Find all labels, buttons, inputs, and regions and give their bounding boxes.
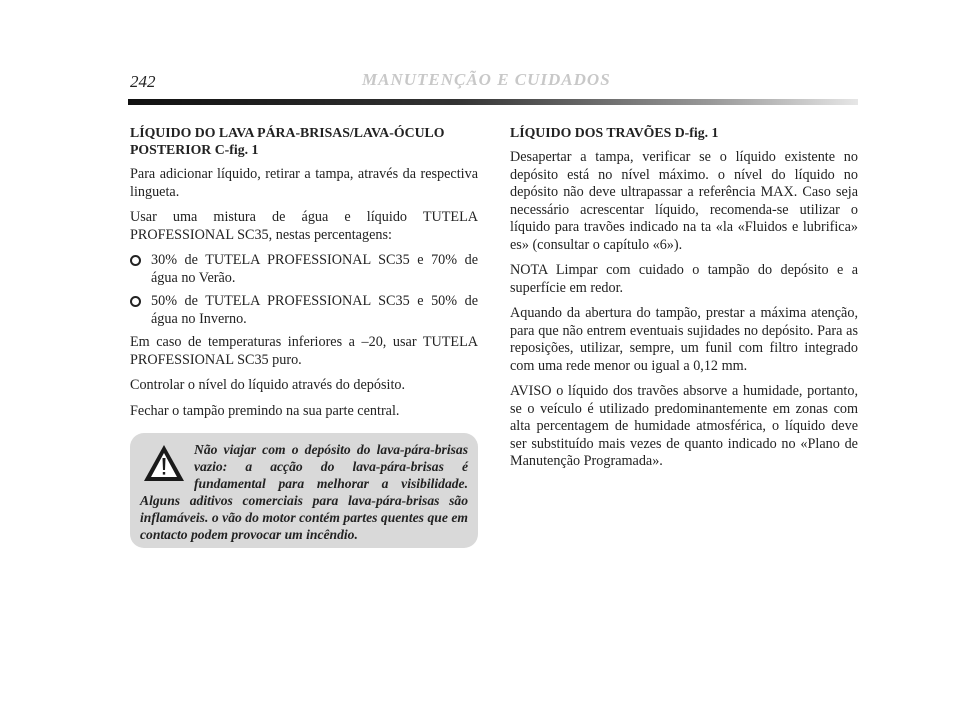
bullet-circle-icon [130, 296, 141, 307]
list-item-text: 50% de TUTELA PROFESSIONAL SC35 e 50% de água no Inverno. [151, 293, 478, 327]
warning-text: Não viajar com o depósito do lava-pára-brisas vazio: a acção do lava-pára-brisas é fundamental para melhorar a visibilidade. Alguns aditivos comerciais para lava-pára-brisas são inflamáveis. o vão do motor contém partes quentes que em contacto podem provocar um incêndio. [140, 442, 468, 542]
paragraph: Aquando da abertura do tampão, prestar a máxima atenção, para que não entrem eventuais sujidades no depósito. Para as reposições, utilizar, sempre, um funil com filtro integrado com uma rede menor ou igual a 0,12 mm. [510, 305, 858, 374]
section-heading-brake-fluid: LÍQUIDO DOS TRAVÕES D-fig. 1 [510, 125, 719, 140]
page-number: 242 [130, 72, 156, 91]
list-item [130, 252, 478, 287]
header-rule [128, 99, 858, 105]
running-title: MANUTENÇÃO E CUIDADOS [362, 70, 611, 89]
paragraph: Desapertar a tampa, verificar se o líquido existente no depósito está no nível máximo. o nível do líquido no depósito não deve ultrapassar a referência MAX. Caso seja necessário acrescentar líquido, recomenda-se utilizar o líquido para travões indicado na ta «la «Fluidos e lubrificа» es» (consultar o capítulo «6»). [510, 149, 858, 253]
left-column [130, 124, 478, 428]
section-heading-washer-fluid: LÍQUIDO DO LAVA PÁRA-BRISAS/LAVA-ÓCULO POSTERIOR C-fig. 1 [130, 125, 445, 157]
warning-box [130, 433, 478, 548]
list-item [130, 293, 478, 328]
paragraph: NOTA Limpar com cuidado o tampão do depósito e a superfície em redor. [510, 262, 858, 296]
right-column [510, 124, 858, 479]
paragraph: Controlar o nível do líquido através do depósito. [130, 377, 406, 393]
paragraph: Para adicionar líquido, retirar a tampa, através da respectiva lingueta. [130, 166, 478, 200]
paragraph: Usar uma mistura de água e líquido TUTELA PROFESSIONAL SC35, nestas percentagens: [130, 209, 478, 243]
paragraph: Fechar o tampão premindo na sua parte central. [130, 402, 400, 419]
list-item-text: 30% de TUTELA PROFESSIONAL SC35 e 70% de água no Verão. [151, 252, 478, 286]
paragraph: AVISO o líquido dos travões absorve a humidade, portanto, se o veículo é utilizado predominantemente em zonas com alta percentagem de humidade atmosférica, o líquido deve ser substituído mais vezes de quanto indicado no «Plano de Manutenção Programada». [510, 383, 858, 469]
bullet-circle-icon [130, 255, 141, 266]
paragraph: Em caso de temperaturas inferiores a –20, usar TUTELA PROFESSIONAL SC35 puro. [130, 334, 478, 368]
warning-triangle-icon [142, 443, 186, 483]
